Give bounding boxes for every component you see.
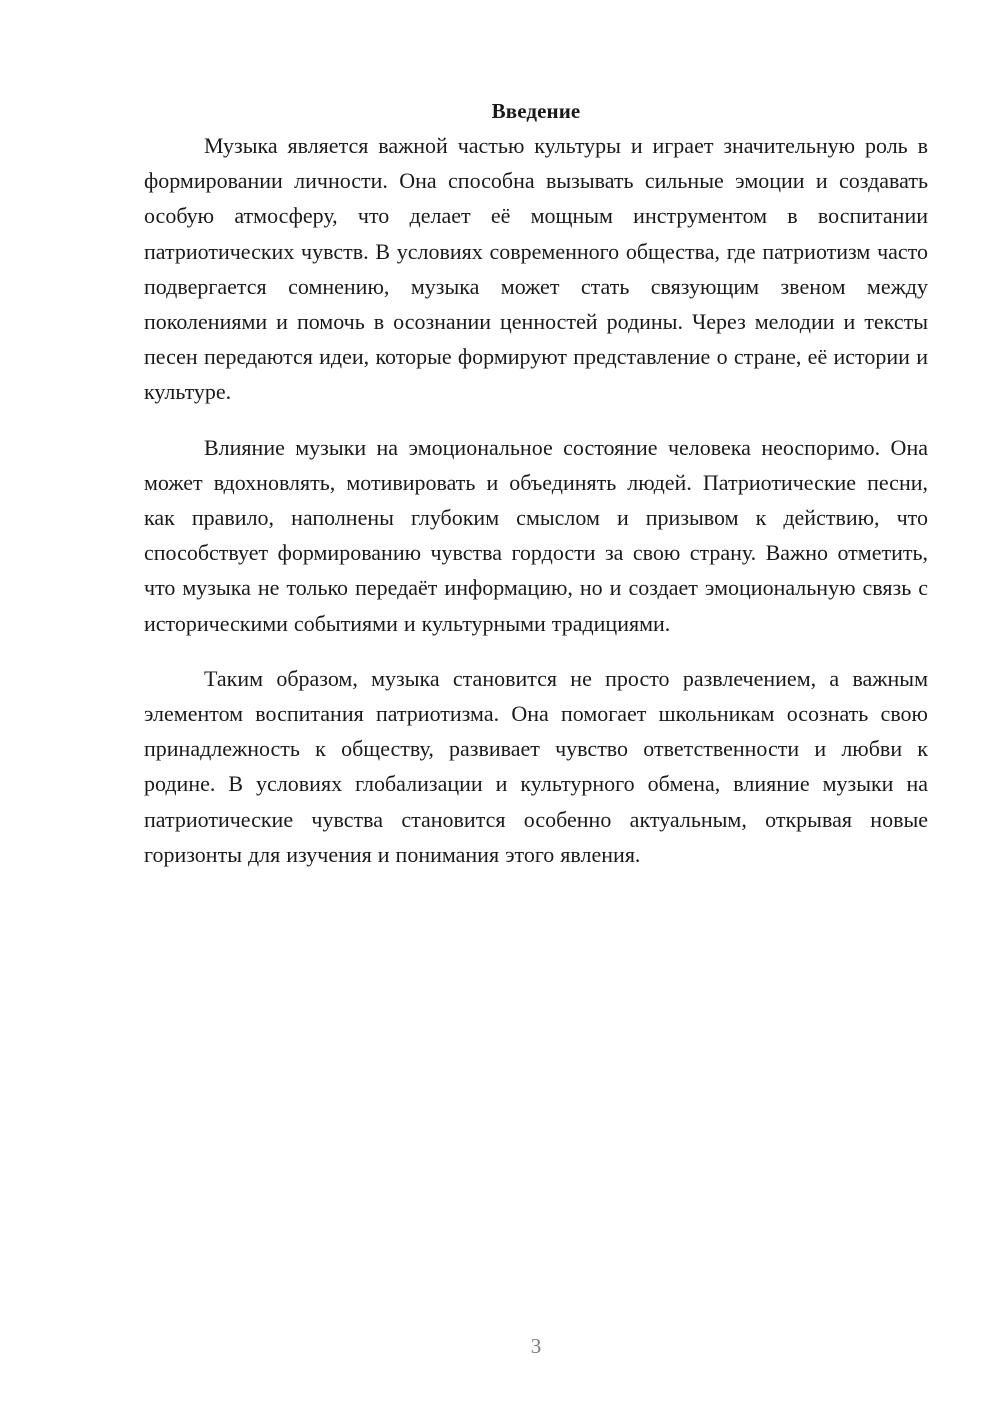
page-number: 3: [530, 1334, 542, 1358]
section-heading: Введение: [491, 99, 581, 123]
paragraph-2: Влияние музыки на эмоциональное состояние человека неоспоримо. Она может вдохновлять, мотивировать и объединять людей. Патриотические песни, как правило, наполнены глубоким смыслом и призывом к действию, что способствует формированию чувства гордости за свою страну. Важно отметить, что музыка не только передаёт информацию, но и создает эмоциональную связь с историческими событиями и культурными традициями.: [144, 434, 928, 636]
page-content: [144, 95, 928, 872]
paragraph-1: Музыка является важной частью культуры и играет значительную роль в формировании личности. Она способна вызывать сильные эмоции и создавать особую атмосферу, что делает её мощным инструментом в воспитании патриотических чувств. В условиях современного общества, где патриотизм часто подвергается сомнению, музыка может стать связующим звеном между поколениями и помочь в осознании ценностей родины. Через мелодии и тексты песен передаются идеи, которые формируют представление о стране, её истории и культуре.: [144, 133, 928, 405]
paragraph-3: Таким образом, музыка становится не просто развлечением, а важным элементом воспитания патриотизма. Она помогает школьникам осознать свою принадлежность к обществу, развивает чувство ответственности и любви к родине. В условиях глобализации и культурного обмена, влияние музыки на патриотические чувства становится особенно актуальным, открывая новые горизонты для изучения и понимания этого явления.: [144, 665, 928, 867]
